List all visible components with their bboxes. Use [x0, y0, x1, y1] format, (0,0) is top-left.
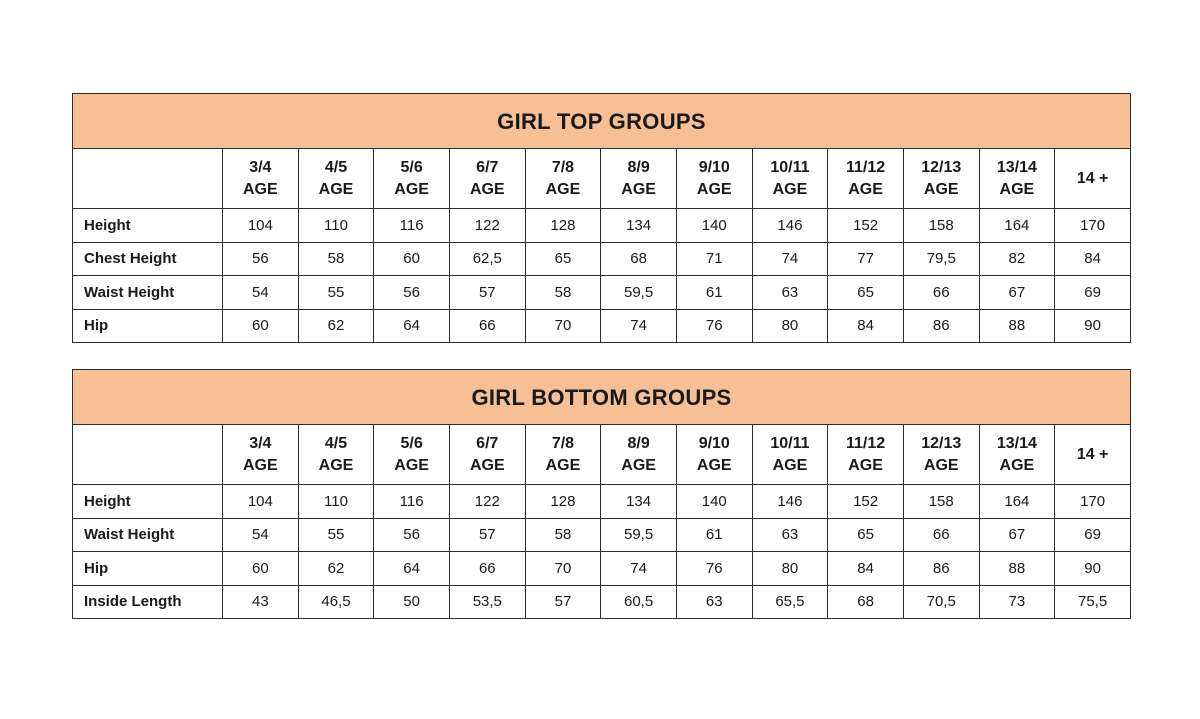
table-row [73, 276, 1131, 310]
table-cell: 170 [1055, 485, 1131, 519]
age-range-label: 8/9 [627, 434, 650, 452]
table-cell: 88 [979, 552, 1055, 586]
table-cell: 54 [223, 518, 299, 552]
age-column-header [601, 149, 677, 209]
table-cell: 128 [525, 209, 601, 243]
table-title: GIRL BOTTOM GROUPS [73, 370, 1131, 425]
table-cell: 58 [298, 242, 374, 276]
table-cell: 84 [1055, 242, 1131, 276]
table-cell: 86 [903, 552, 979, 586]
table-row [73, 309, 1131, 343]
table-row [73, 518, 1131, 552]
table-cell: 67 [979, 276, 1055, 310]
table-cell: 104 [223, 209, 299, 243]
table-cell: 62 [298, 552, 374, 586]
table-cell: 68 [828, 585, 904, 619]
table-cell: 116 [374, 209, 450, 243]
age-word-label: AGE [772, 456, 808, 474]
age-range-label: 4/5 [324, 434, 348, 452]
age-range-label: 13/14 [996, 434, 1037, 452]
table-cell: 90 [1055, 309, 1131, 343]
table-cell: 134 [601, 485, 677, 519]
table-cell: 82 [979, 242, 1055, 276]
corner-cell [73, 149, 223, 209]
table-cell: 60 [374, 242, 450, 276]
table-cell: 65 [525, 242, 601, 276]
table-cell: 67 [979, 518, 1055, 552]
age-range-label: 8/9 [627, 158, 650, 176]
table-cell: 70 [525, 309, 601, 343]
table-cell: 88 [979, 309, 1055, 343]
row-label: Waist Height [73, 276, 223, 310]
table-cell: 46,5 [298, 585, 374, 619]
age-range-label: 10/11 [770, 158, 810, 176]
table-cell: 73 [979, 585, 1055, 619]
age-word-label: AGE [999, 456, 1035, 474]
age-column-header [1055, 425, 1131, 485]
age-column-header [449, 425, 525, 485]
table-cell: 60 [223, 309, 299, 343]
age-column-header [525, 149, 601, 209]
table-cell: 70 [525, 552, 601, 586]
age-range-label: 5/6 [400, 434, 423, 452]
age-column-header [298, 425, 374, 485]
table-cell: 65,5 [752, 585, 828, 619]
table-cell: 57 [449, 518, 525, 552]
table-cell: 146 [752, 209, 828, 243]
table-row [73, 209, 1131, 243]
table-cell: 66 [903, 276, 979, 310]
table-cell: 55 [298, 518, 374, 552]
table-cell: 58 [525, 276, 601, 310]
table-cell: 164 [979, 209, 1055, 243]
table-cell: 116 [374, 485, 450, 519]
table-cell: 58 [525, 518, 601, 552]
age-column-header [752, 425, 828, 485]
table-cell: 59,5 [601, 276, 677, 310]
age-range-label: 6/7 [476, 434, 499, 452]
table-row [73, 242, 1131, 276]
table-cell: 64 [374, 309, 450, 343]
age-range-label: 10/11 [770, 434, 810, 452]
age-word-label: AGE [923, 180, 959, 198]
age-word-label: AGE [545, 456, 581, 474]
age-word-label: AGE [318, 456, 354, 474]
table-cell: 74 [601, 309, 677, 343]
table-cell: 76 [676, 552, 752, 586]
age-column-header [525, 425, 601, 485]
age-range-label: 7/8 [551, 158, 575, 176]
table-cell: 59,5 [601, 518, 677, 552]
table-cell: 62 [298, 309, 374, 343]
table-cell: 110 [298, 209, 374, 243]
table-cell: 66 [449, 309, 525, 343]
age-word-label: AGE [545, 180, 581, 198]
table-row [73, 585, 1131, 619]
age-range-label: 14 + [1076, 169, 1109, 187]
table-cell: 66 [903, 518, 979, 552]
age-column-header [676, 425, 752, 485]
age-range-label: 13/14 [996, 158, 1037, 176]
table-cell: 80 [752, 552, 828, 586]
row-label: Inside Length [73, 585, 223, 619]
age-range-label: 9/10 [698, 158, 730, 176]
table-cell: 68 [601, 242, 677, 276]
age-range-label: 3/4 [249, 158, 272, 176]
age-range-label: 12/13 [921, 158, 962, 176]
table-cell: 53,5 [449, 585, 525, 619]
age-column-header [828, 425, 904, 485]
table-cell: 65 [828, 518, 904, 552]
age-column-header [223, 425, 299, 485]
age-column-header [903, 425, 979, 485]
table-cell: 152 [828, 485, 904, 519]
table-cell: 63 [752, 518, 828, 552]
age-header-row [73, 425, 1131, 485]
age-column-header [676, 149, 752, 209]
table-cell: 110 [298, 485, 374, 519]
table-cell: 86 [903, 309, 979, 343]
age-column-header [979, 149, 1055, 209]
table-cell: 56 [223, 242, 299, 276]
table-cell: 57 [525, 585, 601, 619]
girl-bottom-size-table [72, 369, 1131, 619]
age-range-label: 11/12 [846, 158, 886, 176]
age-column-header [979, 425, 1055, 485]
table-cell: 60,5 [601, 585, 677, 619]
age-range-label: 6/7 [476, 158, 499, 176]
table-cell: 56 [374, 276, 450, 310]
age-range-label: 9/10 [698, 434, 730, 452]
age-column-header [828, 149, 904, 209]
age-word-label: AGE [696, 456, 732, 474]
age-column-header [752, 149, 828, 209]
table-cell: 90 [1055, 552, 1131, 586]
table-row [73, 552, 1131, 586]
row-label: Hip [73, 552, 223, 586]
age-word-label: AGE [621, 180, 656, 198]
age-range-label: 12/13 [921, 434, 962, 452]
table-cell: 54 [223, 276, 299, 310]
table-cell: 158 [903, 209, 979, 243]
table-cell: 61 [676, 518, 752, 552]
age-word-label: AGE [394, 456, 429, 474]
table-cell: 104 [223, 485, 299, 519]
table-cell: 55 [298, 276, 374, 310]
age-word-label: AGE [848, 456, 883, 474]
age-range-label: 5/6 [400, 158, 423, 176]
age-column-header [903, 149, 979, 209]
age-word-label: AGE [394, 180, 429, 198]
table-cell: 122 [449, 209, 525, 243]
age-column-header [449, 149, 525, 209]
age-column-header [374, 425, 450, 485]
table-cell: 63 [752, 276, 828, 310]
age-word-label: AGE [923, 456, 959, 474]
corner-cell [73, 425, 223, 485]
age-column-header [298, 149, 374, 209]
table-cell: 84 [828, 309, 904, 343]
table-cell: 56 [374, 518, 450, 552]
table-cell: 122 [449, 485, 525, 519]
table-cell: 57 [449, 276, 525, 310]
age-word-label: AGE [772, 180, 808, 198]
table-cell: 128 [525, 485, 601, 519]
table-cell: 76 [676, 309, 752, 343]
row-label: Chest Height [73, 242, 223, 276]
table-cell: 146 [752, 485, 828, 519]
table-cell: 140 [676, 209, 752, 243]
age-word-label: AGE [318, 180, 354, 198]
age-word-label: AGE [242, 180, 278, 198]
age-column-header [601, 425, 677, 485]
table-cell: 61 [676, 276, 752, 310]
table-cell: 63 [676, 585, 752, 619]
table-cell: 70,5 [903, 585, 979, 619]
table-cell: 69 [1055, 518, 1131, 552]
age-word-label: AGE [242, 456, 278, 474]
age-range-label: 3/4 [249, 434, 272, 452]
table-cell: 65 [828, 276, 904, 310]
age-word-label: AGE [621, 456, 656, 474]
table-cell: 66 [449, 552, 525, 586]
age-column-header [374, 149, 450, 209]
age-header-row [73, 149, 1131, 209]
table-cell: 75,5 [1055, 585, 1131, 619]
table-cell: 69 [1055, 276, 1131, 310]
row-label: Height [73, 485, 223, 519]
age-word-label: AGE [469, 180, 505, 198]
table-cell: 62,5 [449, 242, 525, 276]
age-range-label: 11/12 [846, 434, 886, 452]
table-cell: 140 [676, 485, 752, 519]
age-word-label: AGE [696, 180, 732, 198]
row-label: Waist Height [73, 518, 223, 552]
table-cell: 64 [374, 552, 450, 586]
age-word-label: AGE [999, 180, 1035, 198]
table-cell: 84 [828, 552, 904, 586]
girl-top-size-table [72, 93, 1131, 343]
table-cell: 74 [601, 552, 677, 586]
table-cell: 80 [752, 309, 828, 343]
table-cell: 134 [601, 209, 677, 243]
table-cell: 74 [752, 242, 828, 276]
age-range-label: 7/8 [551, 434, 575, 452]
table-cell: 71 [676, 242, 752, 276]
table-cell: 152 [828, 209, 904, 243]
row-label: Hip [73, 309, 223, 343]
table-cell: 60 [223, 552, 299, 586]
age-range-label: 4/5 [324, 158, 348, 176]
age-word-label: AGE [469, 456, 505, 474]
age-column-header [223, 149, 299, 209]
age-column-header [1055, 149, 1131, 209]
table-cell: 158 [903, 485, 979, 519]
table-cell: 164 [979, 485, 1055, 519]
row-label: Height [73, 209, 223, 243]
table-cell: 43 [223, 585, 299, 619]
age-range-label: 14 + [1076, 445, 1109, 463]
table-title: GIRL TOP GROUPS [73, 94, 1131, 149]
table-cell: 79,5 [903, 242, 979, 276]
table-cell: 170 [1055, 209, 1131, 243]
age-word-label: AGE [848, 180, 883, 198]
table-row [73, 485, 1131, 519]
table-cell: 50 [374, 585, 450, 619]
table-cell: 77 [828, 242, 904, 276]
